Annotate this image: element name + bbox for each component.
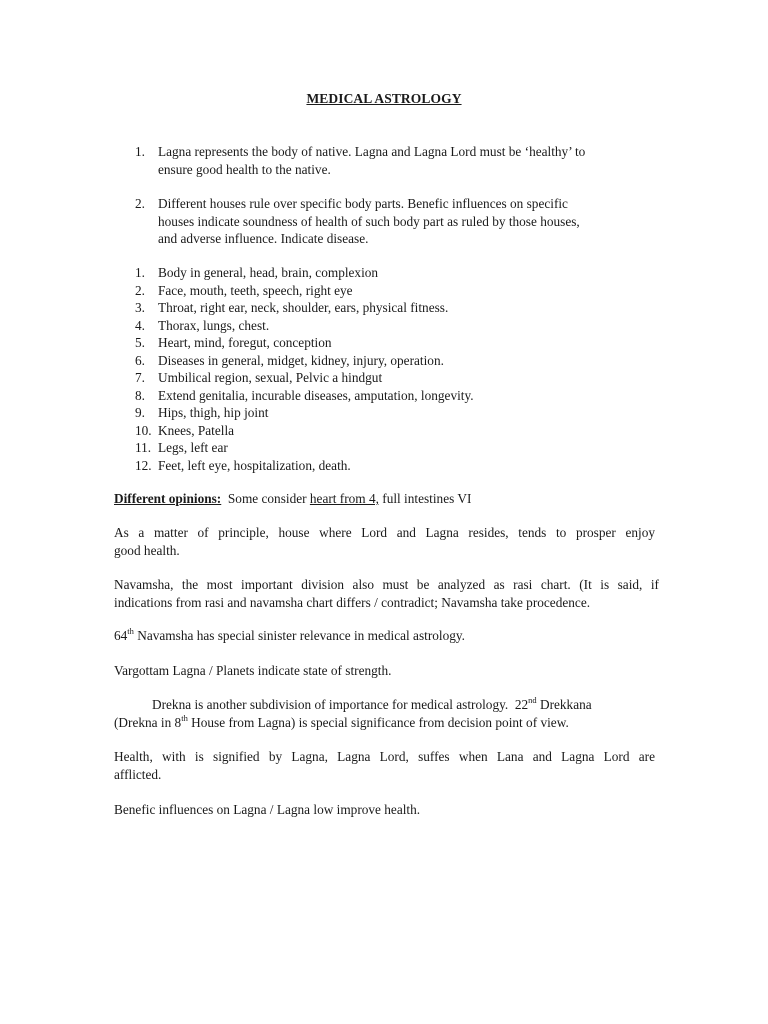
opinions-underlined: heart from 4, bbox=[309, 491, 379, 506]
list-number: 7. bbox=[135, 370, 145, 385]
opinions-paragraph bbox=[114, 490, 655, 508]
list-number: 2. bbox=[135, 282, 145, 298]
list-text: Legs, left ear bbox=[158, 440, 228, 455]
paragraph-text: House from Lagna) is special significance from decision point of view. bbox=[187, 715, 569, 730]
list-text-line: ensure good health to the native. bbox=[158, 161, 331, 177]
paragraph-line: Health, with is signified by Lagna, Lagna Lord, suffes when Lana and Lagna Lord are bbox=[114, 749, 655, 764]
list-text: Face, mouth, teeth, speech, right eye bbox=[158, 282, 353, 298]
paragraph-text: Navamsha has special sinister relevance in medical astrology. bbox=[133, 628, 465, 643]
paragraph-line: indications from rasi and navamsha chart differs / contradict; Navamsha take procedence. bbox=[114, 595, 591, 610]
paragraph-text: (Drekna in 8 bbox=[114, 715, 182, 730]
list-text: Feet, left eye, hospitalization, death. bbox=[158, 457, 351, 473]
paragraph-text: Drekkana bbox=[536, 697, 592, 712]
opinions-label: Different opinions: bbox=[114, 491, 222, 506]
list-text: Knees, Patella bbox=[158, 422, 235, 438]
list-number: 6. bbox=[135, 352, 145, 368]
list-number: 5. bbox=[135, 335, 145, 350]
list-text-line: Different houses rule over specific body parts. Benefic influences on specific bbox=[158, 196, 568, 211]
sixty-fourth-paragraph bbox=[114, 627, 655, 645]
list-text bbox=[158, 195, 658, 248]
list-text-line: houses indicate soundness of health of such body part as ruled by those houses, bbox=[158, 213, 580, 229]
health-paragraph bbox=[114, 748, 655, 784]
navamsha-paragraph bbox=[114, 576, 659, 612]
paragraph-text: Drekna is another subdivision of importance for medical astrology. 22 bbox=[152, 697, 529, 712]
document-title: MEDICAL ASTROLOGY bbox=[306, 91, 462, 106]
list-number: 11. bbox=[135, 440, 152, 455]
list-text: Heart, mind, foregut, conception bbox=[158, 335, 332, 350]
vargottam-paragraph: Vargottam Lagna / Planets indicate state of strength. bbox=[114, 663, 392, 678]
principle-paragraph bbox=[114, 524, 655, 560]
paragraph-line: As a matter of principle, house where Lord and Lagna resides, tends to prosper enjoy bbox=[114, 525, 655, 540]
list-number: 9. bbox=[135, 405, 145, 420]
list-text-line: Lagna represents the body of native. Lagna and Lagna Lord must be ‘healthy’ to bbox=[158, 144, 586, 159]
list-number: 1. bbox=[135, 144, 145, 159]
list-number: 4. bbox=[135, 317, 145, 333]
list-number: 2. bbox=[135, 196, 145, 211]
list-text: Diseases in general, midget, kidney, injury, operation. bbox=[158, 352, 444, 368]
list-text: Body in general, head, brain, complexion bbox=[158, 265, 379, 280]
paragraph-line: afflicted. bbox=[114, 767, 162, 782]
list-text: Thorax, lungs, chest. bbox=[158, 317, 270, 333]
paragraph-line bbox=[114, 696, 655, 714]
benefic-paragraph: Benefic influences on Lagna / Lagna low improve health. bbox=[114, 802, 421, 817]
list-text: Hips, thigh, hip joint bbox=[158, 405, 269, 420]
list-text-line: and adverse influence. Indicate disease. bbox=[158, 231, 369, 246]
ordinal-suffix: th bbox=[181, 712, 188, 723]
list-text: Umbilical region, sexual, Pelvic a hindgut bbox=[158, 370, 383, 385]
list-number: 10. bbox=[135, 422, 152, 438]
list-number: 1. bbox=[135, 265, 145, 280]
ordinal-suffix: nd bbox=[528, 694, 537, 705]
list-text bbox=[158, 143, 658, 178]
opinions-text-post: full intestines VI bbox=[378, 491, 472, 506]
ordinal-suffix: th bbox=[127, 625, 134, 636]
list-number: 12. bbox=[135, 457, 152, 473]
paragraph-line bbox=[114, 714, 655, 732]
list-number: 8. bbox=[135, 387, 145, 403]
list-text: Throat, right ear, neck, shoulder, ears, physical fitness. bbox=[158, 300, 449, 315]
opinions-text-pre: Some consider bbox=[221, 491, 310, 506]
list-text: Extend genitalia, incurable diseases, amputation, longevity. bbox=[158, 387, 474, 403]
drekna-paragraph bbox=[114, 696, 655, 732]
list-number: 3. bbox=[135, 300, 145, 315]
ordinal-number: 64 bbox=[114, 628, 128, 643]
paragraph-line: Navamsha, the most important division also must be analyzed as rasi chart. (It is said, if bbox=[114, 577, 659, 592]
paragraph-line: good health. bbox=[114, 543, 180, 558]
